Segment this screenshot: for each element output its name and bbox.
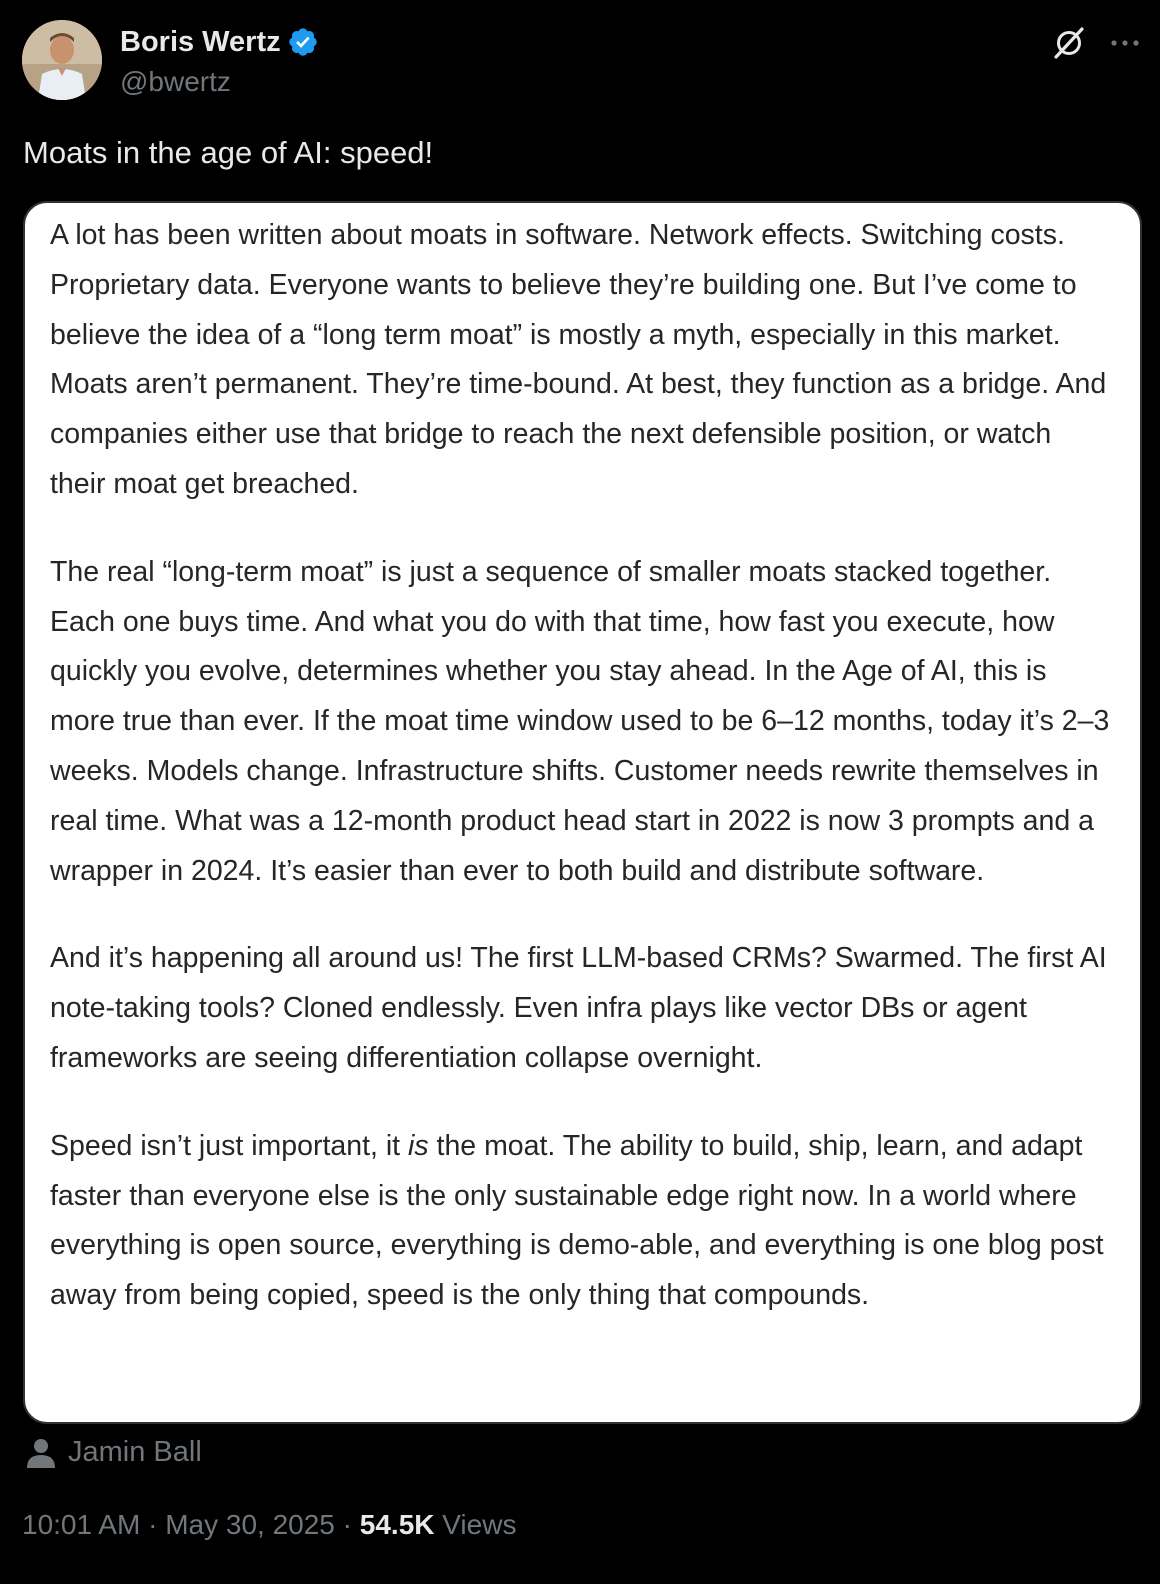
card-emphasis: is bbox=[408, 1129, 429, 1162]
author-handle[interactable]: @bwertz bbox=[120, 66, 231, 97]
text-image-card[interactable] bbox=[23, 201, 1142, 1424]
meta-separator: · bbox=[140, 1509, 166, 1540]
meta-separator: · bbox=[334, 1509, 360, 1540]
card-paragraph: The real “long-term moat” is just a sequence of smaller moats stacked together. Each one buys time. And what you do with that time, how fast you execute, how quickly you evolve, determines whether you stay ahead. In the Age of AI, this is more true than ever. If the moat time window used to be 6–12 months, today it’s 2–3 weeks. Models change. Infrastructure shifts. Customer needs rewrite themselves in real time. What was a 12-month product head start in 2022 is now 3 prompts and a wrapper in 2024. It’s easier than ever to both build and distribute software. bbox=[50, 555, 1110, 887]
person-icon bbox=[26, 1437, 56, 1469]
more-icon[interactable] bbox=[1108, 26, 1142, 60]
card-paragraph: And it’s happening all around us! The first LLM-based CRMs? Swarmed. The first AI note-taking tools? Cloned endlessly. Even infra plays like vector DBs or agent frameworks are seeing differentiation collapse overnight. bbox=[50, 942, 1107, 1074]
tweet-header bbox=[22, 20, 1142, 104]
card-text-span: the moat. The ability to build, ship, learn, and adapt faster than everyone else is the only sustainable edge right now. In a world where everything is open source, everything is demo-able, and everything is one blog post away from being copied, speed is the only thing that compounds. bbox=[50, 1129, 1104, 1312]
grok-icon[interactable] bbox=[1052, 26, 1086, 60]
tagged-user-name[interactable]: Jamin Ball bbox=[68, 1436, 202, 1468]
tweet-date[interactable]: May 30, 2025 bbox=[165, 1509, 335, 1540]
card-text-span: Speed isn’t just important, it bbox=[50, 1129, 409, 1162]
verified-badge-icon[interactable] bbox=[287, 26, 319, 58]
avatar[interactable] bbox=[22, 20, 102, 100]
card-paragraph bbox=[50, 1122, 1110, 1321]
author-name[interactable]: Boris Wertz bbox=[120, 26, 281, 58]
author-block bbox=[120, 24, 319, 100]
author-name-row bbox=[120, 24, 319, 60]
views-label: Views bbox=[442, 1509, 517, 1540]
tweet-text: Moats in the age of AI: speed! bbox=[23, 135, 434, 170]
views-count: 54.5K bbox=[359, 1509, 435, 1540]
tweet-meta bbox=[22, 1507, 516, 1543]
header-actions bbox=[1052, 26, 1142, 60]
card-paragraph: A lot has been written about moats in software. Network effects. Switching costs. Proprietary data. Everyone wants to believe they’re building one. But I’ve come to believe the idea of a “long term moat” is mostly a myth, especially in this market. Moats aren’t permanent. They’re time-bound. At best, they function as a bridge. And companies either use that bridge to reach the next defensible position, or watch their moat get breached. bbox=[50, 219, 1107, 500]
tagged-user[interactable] bbox=[26, 1436, 202, 1469]
tweet-time[interactable]: 10:01 AM bbox=[22, 1509, 141, 1540]
